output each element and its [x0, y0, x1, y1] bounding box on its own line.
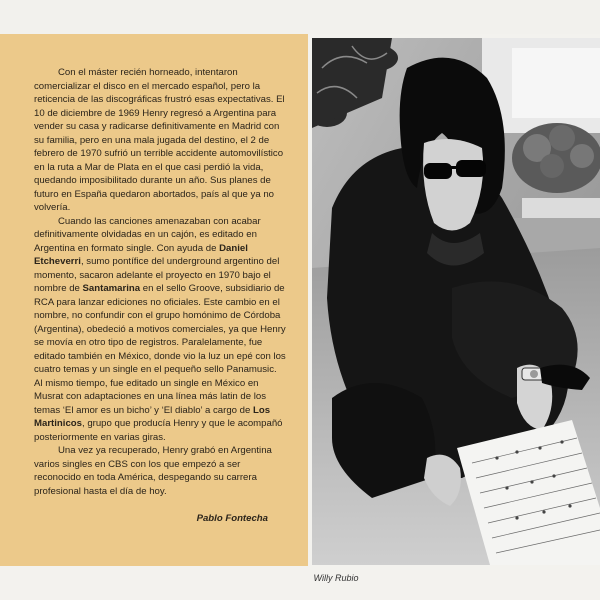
text-run: Cuando las canciones amenazaban con acabar definitivamente olvidadas en un cajón, es editado en Argentina en formato single. Con ayuda de — [34, 215, 261, 254]
text-run: Con el máster recién horneado, intentaron comercializar el disco en el mercado español, pero la reticencia de las discográficas frustró esas expectativas. El 10 de diciembre de 1969 Henry regresó a Argentina para vender su casa y radicarse definitivamente en Madrid con su familia, pero en una mala jugada del destino, el 2 de febrero de 1970 sufrió un terrible accidente automovilístico en la ruta a Mar de Plata en el que casi perdió la vida, quedando imposibilitado durante un año. Sus planes de futuro en España quedaron abortados, país al que ya no volvería. — [34, 67, 285, 213]
photo-caption: Willy Rubio — [313, 573, 359, 583]
text-run: , grupo que producía Henry y que le acompañó posteriormente en varias giras. — [34, 418, 283, 443]
text-run: , sumo pontífice del underground argentino del momento, sacaron adelante el proyecto en 1970 bajo el nombre de — [34, 256, 280, 294]
page-top-margin — [0, 0, 600, 34]
photo-henry-with-sheet-music — [312, 38, 600, 565]
article-text-panel — [0, 34, 308, 566]
article-signature: Pablo Fontecha — [196, 513, 268, 524]
text-run: Una vez ya recuperado, Henry grabó en Argentina varios singles en CBS con los que empezó a ser reconocido en toda América, despegando su carrera profesional hasta el día de hoy. — [34, 445, 272, 497]
article-paragraph — [34, 444, 286, 498]
bold-name: Santamarina — [82, 283, 141, 294]
text-run: en el sello Groove, subsidiario de RCA para lanzar ediciones no oficiales. Este cambio en el nombre, no confundir con el grupo homónimo de Córdoba (Argentina), obedeció a motivos comerciales, ya que Henry se movía en otro tipo de registros. Paralelamente, fue editado también en México, donde vio la luz un epé con los cuatro temas y un single en el pequeño sello Panamusic. Al mismo tiempo, fue editado un single en México en Musrat con adaptaciones en una línea más latin de los temas ‘El amor es un bicho’ y ‘El diablo’ a cargo de — [34, 283, 286, 416]
article-paragraph — [34, 215, 286, 445]
bold-name: Daniel Etcheverri — [34, 242, 248, 267]
article-paragraph — [34, 66, 286, 215]
article-body — [34, 66, 286, 498]
bold-name: Los Martinicos — [34, 404, 271, 429]
